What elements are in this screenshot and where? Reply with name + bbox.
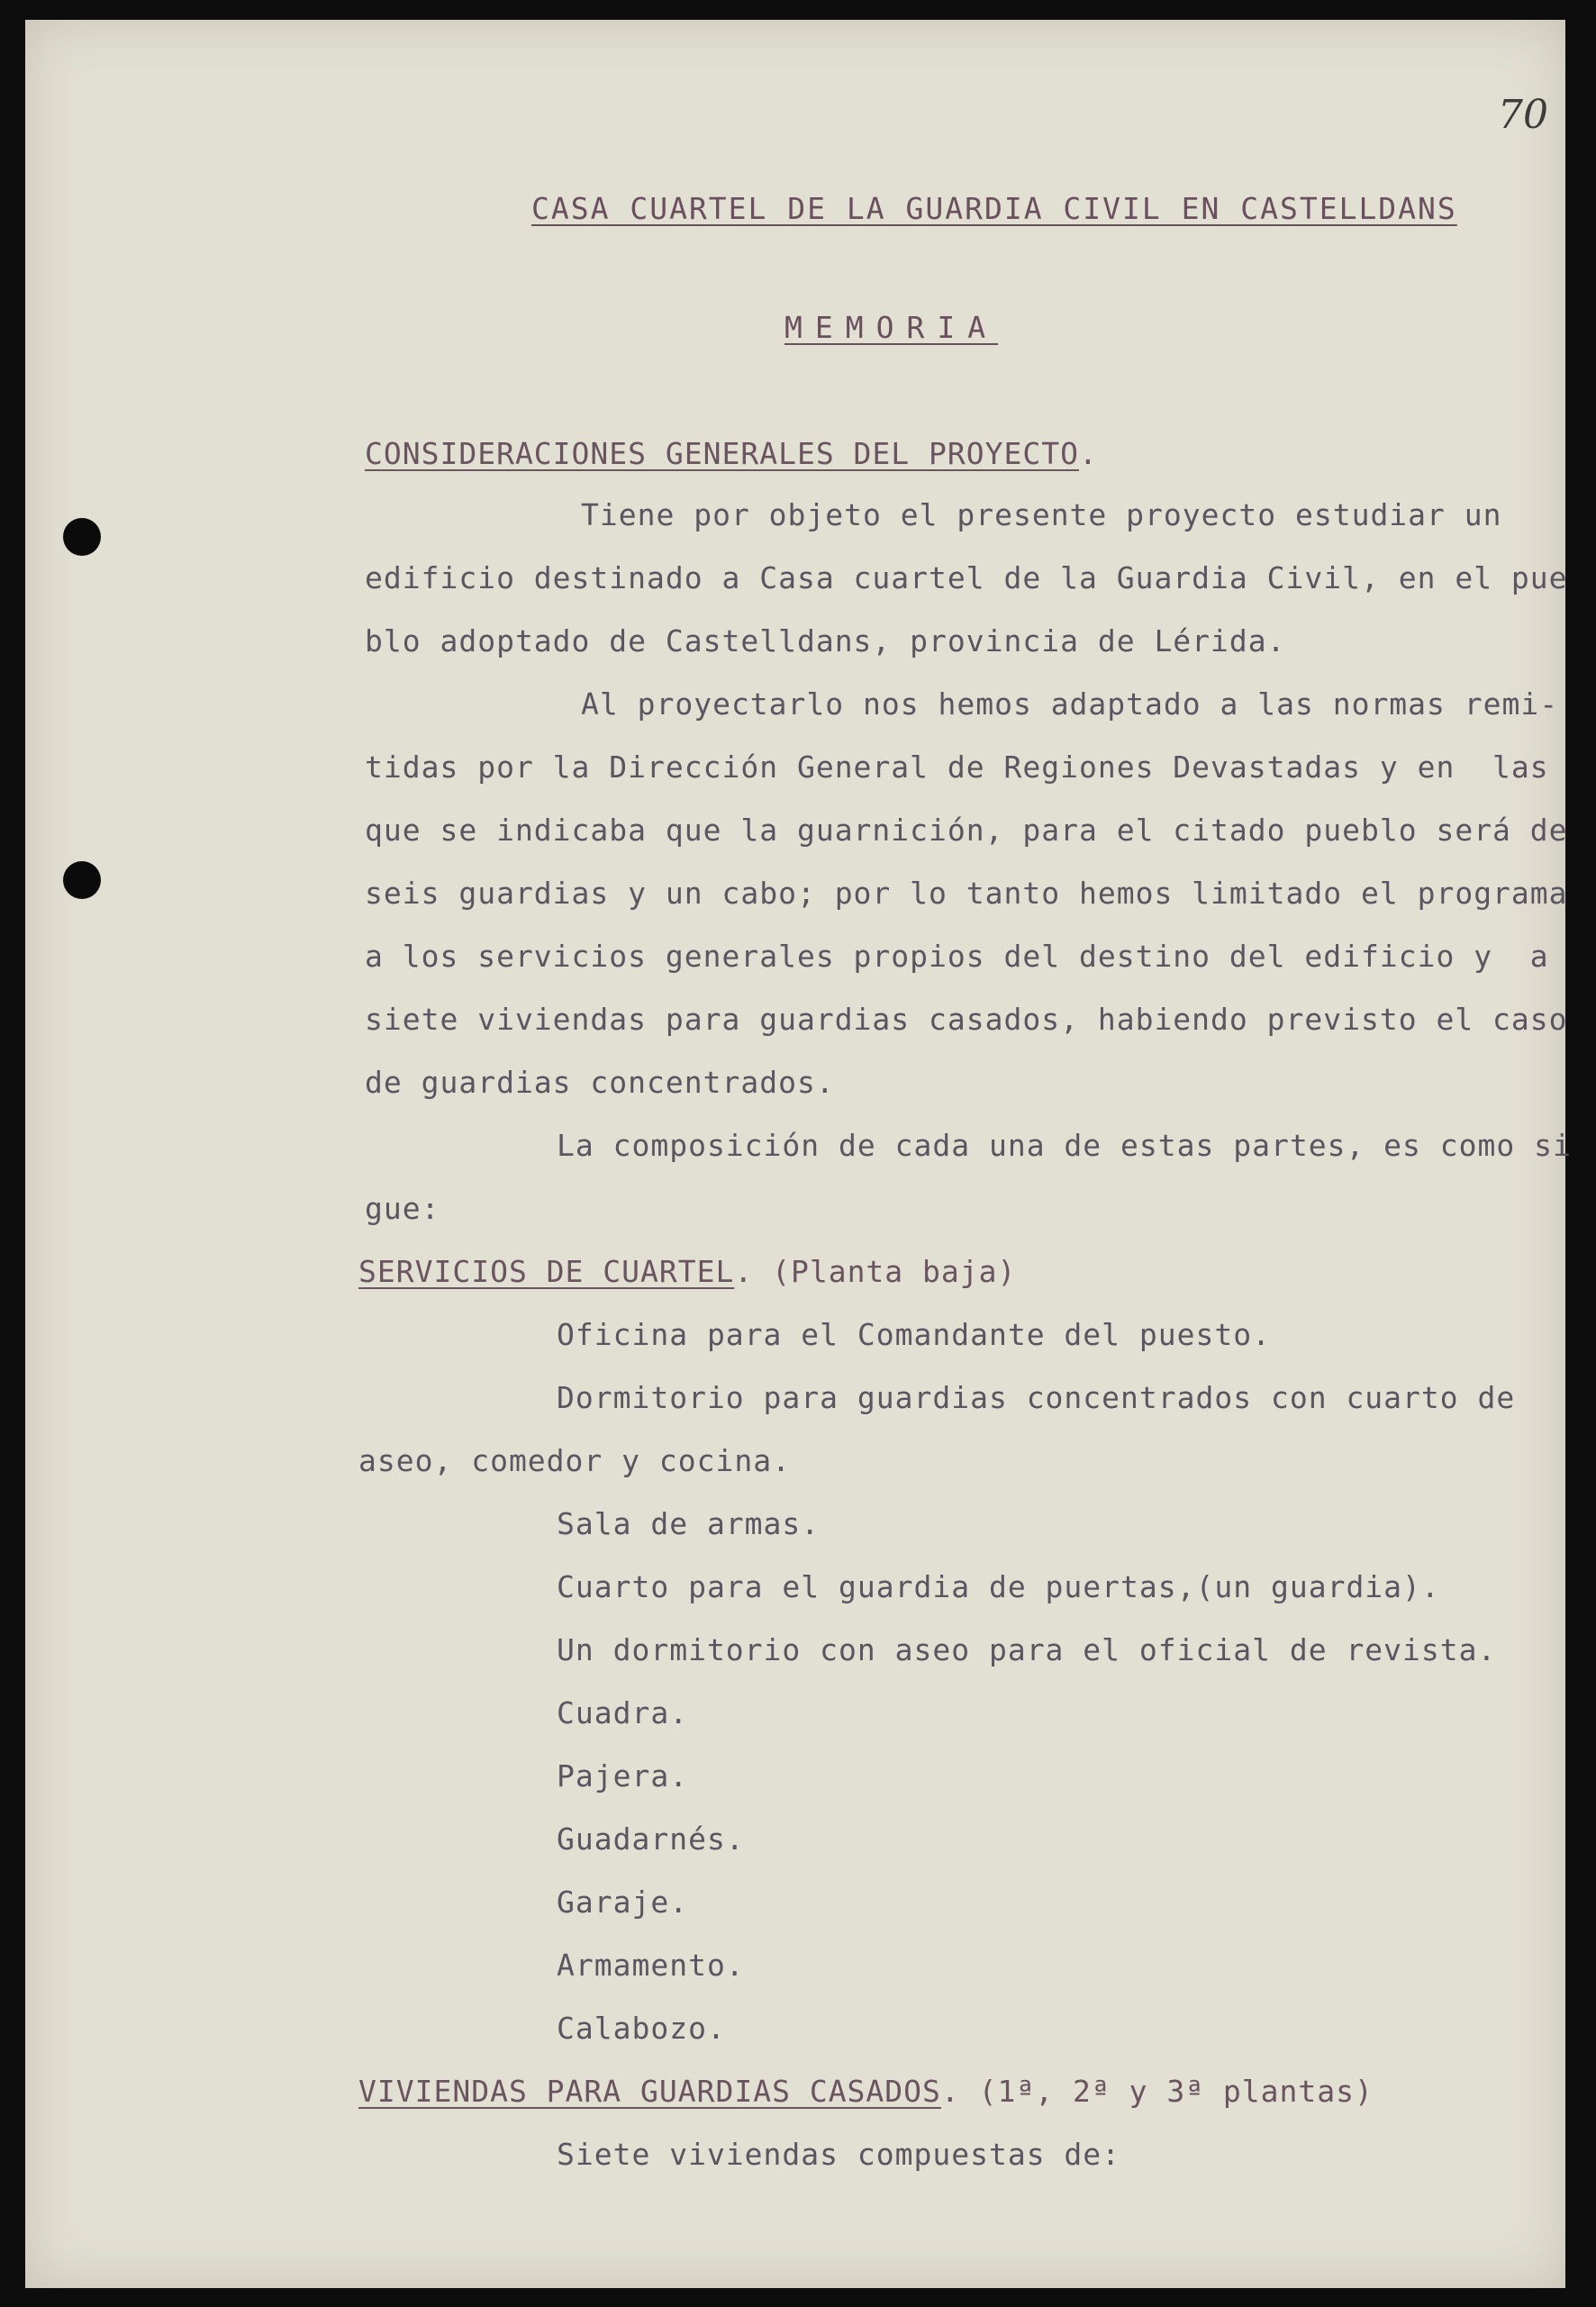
- section-heading-cuartel-suffix: . (Planta baja): [734, 1254, 1017, 1289]
- punch-hole-top: [63, 518, 101, 556]
- section-heading-general: [365, 436, 1098, 471]
- list-item: Cuarto para el guardia de puertas,(un guardia).: [557, 1569, 1440, 1604]
- paragraph-line: que se indicaba que la guarnición, para el citado pueblo será de: [365, 813, 1568, 848]
- list-item: Calabozo.: [557, 2011, 726, 2046]
- list-item: Oficina para el Comandante del puesto.: [557, 1317, 1271, 1352]
- paragraph-line: blo adoptado de Castelldans, provincia de Lérida.: [365, 623, 1286, 658]
- list-item: Un dormitorio con aseo para el oficial de revista.: [557, 1632, 1497, 1667]
- list-item: Siete viviendas compuestas de:: [557, 2137, 1121, 2172]
- section-heading-general-text: CONSIDERACIONES GENERALES DEL PROYECTO: [365, 436, 1079, 471]
- folio-number: 70: [1498, 92, 1548, 138]
- paragraph-line: tidas por la Dirección General de Regiones Devastadas y en las: [365, 749, 1549, 785]
- paragraph-line: seis guardias y un cabo; por lo tanto hemos limitado el programa: [365, 876, 1568, 911]
- section-heading-viviendas-text: VIVIENDAS PARA GUARDIAS CASADOS: [358, 2074, 941, 2109]
- section-heading-viviendas: [358, 2074, 1374, 2109]
- section-heading-cuartel: [358, 1254, 1016, 1289]
- document-title: CASA CUARTEL DE LA GUARDIA CIVIL EN CASTELLDANS: [531, 191, 1457, 226]
- document-page: [25, 20, 1572, 2288]
- list-item: aseo, comedor y cocina.: [358, 1443, 791, 1478]
- list-item: Pajera.: [557, 1758, 689, 1794]
- paragraph-line: de guardias concentrados.: [365, 1065, 835, 1100]
- paragraph-line: edificio destinado a Casa cuartel de la Guardia Civil, en el pue: [365, 560, 1568, 595]
- section-heading-general-period: .: [1078, 436, 1098, 471]
- document-subtitle: MEMORIA: [784, 310, 999, 345]
- paragraph-line: siete viviendas para guardias casados, habiendo previsto el caso: [365, 1002, 1568, 1037]
- paragraph-line: La composición de cada una de estas partes, es como si: [557, 1128, 1572, 1163]
- paragraph-line: Al proyectarlo nos hemos adaptado a las normas remi-: [581, 686, 1559, 722]
- list-item: Dormitorio para guardias concentrados con cuarto de: [557, 1380, 1516, 1415]
- list-item: Cuadra.: [557, 1695, 689, 1730]
- section-heading-cuartel-text: SERVICIOS DE CUARTEL: [358, 1254, 735, 1289]
- list-item: Garaje.: [557, 1885, 689, 1920]
- list-item: Sala de armas.: [557, 1506, 821, 1541]
- paragraph-line: a los servicios generales propios del destino del edificio y a: [365, 939, 1549, 974]
- punch-hole-bottom: [63, 861, 101, 899]
- paragraph-line: gue:: [365, 1191, 440, 1226]
- list-item: Guadarnés.: [557, 1821, 745, 1857]
- list-item: Armamento.: [557, 1948, 745, 1983]
- section-heading-viviendas-suffix: . (1ª, 2ª y 3ª plantas): [940, 2074, 1374, 2109]
- paragraph-line: Tiene por objeto el presente proyecto estudiar un: [581, 497, 1502, 532]
